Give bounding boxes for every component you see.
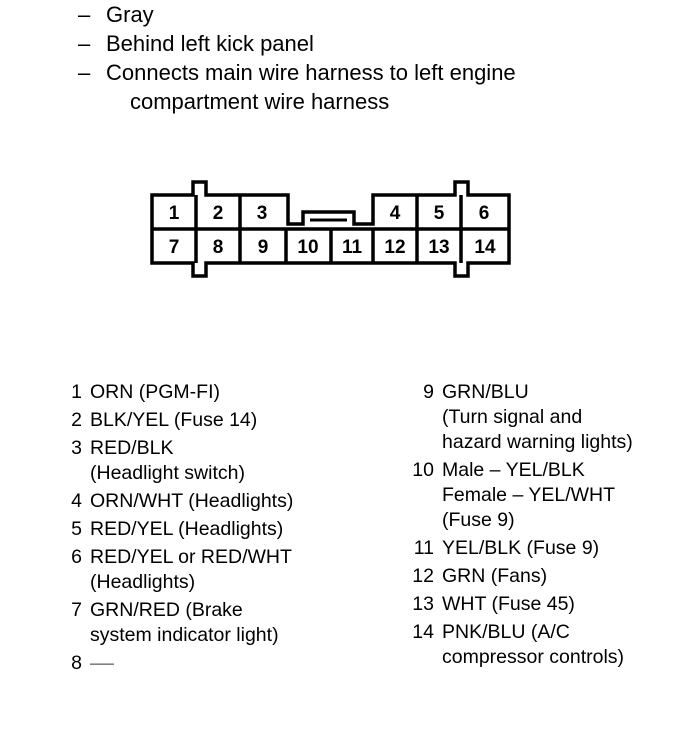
pin-description-line: (Headlight switch) (90, 462, 245, 484)
pin-entry (404, 458, 688, 533)
pin-number: 12 (412, 565, 434, 587)
pin-description (90, 408, 257, 433)
pin-description (90, 489, 293, 514)
pin-description-line: Female – YEL/WHT (442, 484, 616, 506)
pin-number: 10 (412, 459, 434, 481)
bullet-text: Gray (106, 2, 154, 27)
pin-description (442, 620, 624, 670)
bullet-dash: – (78, 2, 91, 27)
pin-entry (404, 536, 688, 561)
pin-description-line: PNK/BLU (A/C (442, 621, 570, 643)
pin-description (442, 564, 547, 589)
pin-description (90, 598, 279, 648)
pin-entry (404, 380, 688, 455)
pin-entry (56, 408, 356, 433)
pin-label-7: 7 (168, 237, 180, 258)
pin-label-11: 11 (341, 237, 363, 258)
pin-label-10: 10 (297, 237, 319, 258)
pin-label-13: 13 (428, 237, 450, 258)
pin-description (442, 536, 599, 561)
pin-number: 4 (71, 490, 82, 512)
pin-description-line: ORN/WHT (Headlights) (90, 490, 294, 512)
pin-entry (56, 489, 356, 514)
pin-label-8: 8 (212, 237, 224, 258)
pin-entry (56, 436, 356, 486)
pin-description-line: GRN (Fans) (442, 565, 548, 587)
pin-description-line: (Turn signal and (442, 406, 583, 428)
pin-description-line: YEL/BLK (Fuse 9) (442, 537, 600, 559)
pin-description-line: ORN (PGM-FI) (90, 381, 220, 403)
pin-description-line: RED/BLK (90, 437, 174, 459)
pin-description (90, 436, 245, 486)
pin-description-line: compressor controls) (442, 646, 625, 668)
pin-entry (404, 564, 688, 589)
pin-entry (56, 545, 356, 595)
pin-description-line: (Fuse 9) (442, 509, 515, 531)
pin-number: 3 (71, 437, 82, 459)
pin-number: 11 (413, 537, 434, 559)
pin-number: 6 (71, 546, 82, 568)
connector-description (78, 0, 516, 116)
pin-label-9: 9 (257, 237, 269, 258)
bullet-dash: – (78, 60, 91, 85)
pin-description-line: system indicator light) (90, 624, 279, 646)
pin-number: 5 (71, 518, 82, 540)
pin-label-5: 5 (433, 203, 445, 224)
pin-description (90, 517, 283, 542)
bullet-dash: – (78, 31, 91, 56)
pin-label-6: 6 (478, 203, 490, 224)
pin-description-line: GRN/RED (Brake (90, 599, 243, 621)
bullet-text: Behind left kick panel (106, 31, 314, 56)
pin-description-line: RED/YEL (Headlights) (90, 518, 284, 540)
pin-description (442, 380, 633, 455)
bullet-function (78, 58, 516, 116)
pin-entry (56, 651, 356, 676)
pin-description-line: BLK/YEL (Fuse 14) (90, 409, 258, 431)
pin-label-1: 1 (168, 203, 180, 224)
pin-description (442, 458, 615, 533)
bullet-text-continued: compartment wire harness (130, 89, 390, 114)
pin-label-3: 3 (256, 203, 268, 224)
pin-label-4: 4 (389, 203, 401, 224)
bullet-text: Connects main wire harness to left engine (106, 60, 516, 85)
pin-legend-left (56, 380, 356, 679)
pin-number: 14 (412, 621, 434, 643)
pin-entry (404, 620, 688, 670)
pin-label-14: 14 (474, 237, 496, 258)
pin-number: 7 (71, 599, 82, 621)
pin-description-line: hazard warning lights) (442, 431, 633, 453)
pin-number: 8 (71, 652, 82, 674)
pin-description-line: RED/YEL or RED/WHT (90, 546, 292, 568)
pin-legend-right (404, 380, 688, 673)
pin-entry (56, 517, 356, 542)
pin-number: 2 (71, 409, 82, 431)
pin-label-2: 2 (212, 203, 224, 224)
bullet-text-block (106, 58, 516, 116)
pin-entry (56, 598, 356, 648)
bullet-location (78, 29, 516, 58)
pin-description-line: Male – YEL/BLK (442, 459, 585, 481)
pin-description-line: (Headlights) (90, 571, 196, 593)
pin-description (90, 651, 114, 676)
pin-label-12: 12 (384, 237, 406, 258)
pin-description-line: WHT (Fuse 45) (442, 593, 575, 615)
pin-entry (56, 380, 356, 405)
pin-description (442, 592, 575, 617)
bullet-color (78, 0, 516, 29)
pin-entry (404, 592, 688, 617)
pin-number: 9 (423, 381, 434, 403)
pin-description (90, 545, 292, 595)
pin-number: 13 (412, 593, 434, 615)
connector-face-diagram (148, 178, 518, 280)
pin-number: 1 (71, 381, 82, 403)
pin-description-line: GRN/BLU (442, 381, 529, 403)
pin-description-line: —— (90, 656, 114, 670)
pin-description (90, 380, 220, 405)
